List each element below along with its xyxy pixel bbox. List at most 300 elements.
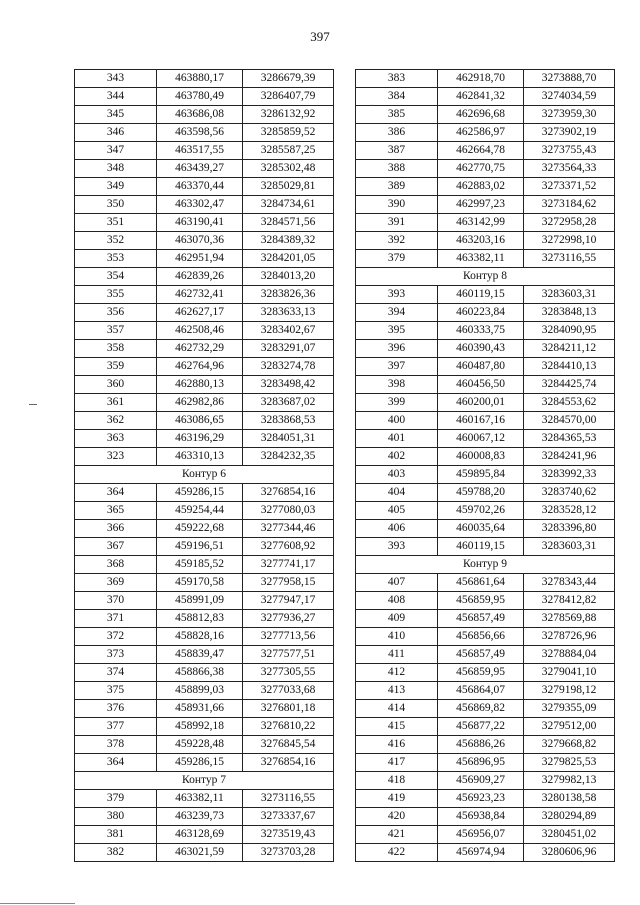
x-coordinate: 458992,18 — [157, 718, 243, 736]
x-coordinate: 456856,66 — [438, 628, 524, 646]
x-coordinate: 463142,99 — [438, 214, 524, 232]
table-row — [356, 88, 615, 106]
point-number: 414 — [356, 700, 438, 718]
y-coordinate: 3284365,53 — [524, 430, 615, 448]
point-number: 404 — [356, 484, 438, 502]
y-coordinate: 3273519,43 — [243, 826, 334, 844]
table-row — [75, 484, 334, 502]
x-coordinate: 460067,12 — [438, 430, 524, 448]
y-coordinate: 3283826,36 — [243, 286, 334, 304]
table-row — [356, 484, 615, 502]
point-number: 377 — [75, 718, 157, 736]
x-coordinate: 462732,29 — [157, 340, 243, 358]
y-coordinate: 3284410,13 — [524, 358, 615, 376]
x-coordinate: 460119,15 — [438, 538, 524, 556]
table-row — [75, 664, 334, 682]
x-coordinate: 456857,49 — [438, 646, 524, 664]
y-coordinate: 3277936,27 — [243, 610, 334, 628]
point-number: 348 — [75, 160, 157, 178]
point-number: 382 — [75, 844, 157, 862]
contour-header: Контур 9 — [356, 556, 615, 574]
table-row — [75, 196, 334, 214]
y-coordinate: 3283396,80 — [524, 520, 615, 538]
table-row — [75, 106, 334, 124]
x-coordinate: 462586,97 — [438, 124, 524, 142]
table-row — [356, 520, 615, 538]
x-coordinate: 463070,36 — [157, 232, 243, 250]
y-coordinate: 3278569,88 — [524, 610, 615, 628]
contour-header-row — [356, 556, 615, 574]
contour-header: Контур 7 — [75, 772, 334, 790]
table-row — [356, 106, 615, 124]
y-coordinate: 3283528,12 — [524, 502, 615, 520]
x-coordinate: 459185,52 — [157, 556, 243, 574]
table-row — [356, 628, 615, 646]
x-coordinate: 459286,15 — [157, 484, 243, 502]
table-row — [75, 628, 334, 646]
table-row — [75, 376, 334, 394]
table-row — [75, 538, 334, 556]
y-coordinate: 3285029,81 — [243, 178, 334, 196]
x-coordinate: 459702,26 — [438, 502, 524, 520]
y-coordinate: 3279041,10 — [524, 664, 615, 682]
x-coordinate: 458866,38 — [157, 664, 243, 682]
contour-header-row — [356, 268, 615, 286]
x-coordinate: 460456,50 — [438, 376, 524, 394]
point-number: 385 — [356, 106, 438, 124]
table-row — [356, 340, 615, 358]
table-row — [75, 736, 334, 754]
point-number: 370 — [75, 592, 157, 610]
table-row — [356, 250, 615, 268]
point-number: 356 — [75, 304, 157, 322]
y-coordinate: 3277947,17 — [243, 592, 334, 610]
y-coordinate: 3283992,33 — [524, 466, 615, 484]
y-coordinate: 3276854,16 — [243, 484, 334, 502]
x-coordinate: 460333,75 — [438, 322, 524, 340]
y-coordinate: 3284090,95 — [524, 322, 615, 340]
table-row — [75, 754, 334, 772]
point-number: 409 — [356, 610, 438, 628]
table-row — [356, 574, 615, 592]
coordinates-table-left — [74, 69, 334, 862]
point-number: 393 — [356, 286, 438, 304]
x-coordinate: 459788,20 — [438, 484, 524, 502]
table-row — [356, 610, 615, 628]
x-coordinate: 462508,46 — [157, 322, 243, 340]
y-coordinate: 3276810,22 — [243, 718, 334, 736]
y-coordinate: 3273116,55 — [524, 250, 615, 268]
point-number: 360 — [75, 376, 157, 394]
y-coordinate: 3279198,12 — [524, 682, 615, 700]
y-coordinate: 3283687,02 — [243, 394, 334, 412]
margin-dash-mark — [29, 404, 37, 405]
point-number: 410 — [356, 628, 438, 646]
x-coordinate: 459895,84 — [438, 466, 524, 484]
y-coordinate: 3284425,74 — [524, 376, 615, 394]
y-coordinate: 3279512,00 — [524, 718, 615, 736]
point-number: 391 — [356, 214, 438, 232]
table-row — [356, 358, 615, 376]
x-coordinate: 460200,01 — [438, 394, 524, 412]
x-coordinate: 463128,69 — [157, 826, 243, 844]
table-row — [75, 682, 334, 700]
table-row — [75, 610, 334, 628]
table-row — [356, 70, 615, 88]
point-number: 378 — [75, 736, 157, 754]
table-row — [75, 430, 334, 448]
y-coordinate: 3279668,82 — [524, 736, 615, 754]
x-coordinate: 458899,03 — [157, 682, 243, 700]
y-coordinate: 3277080,03 — [243, 502, 334, 520]
point-number: 347 — [75, 142, 157, 160]
x-coordinate: 462997,23 — [438, 196, 524, 214]
y-coordinate: 3283848,13 — [524, 304, 615, 322]
x-coordinate: 456859,95 — [438, 664, 524, 682]
table-row — [75, 304, 334, 322]
y-coordinate: 3283291,07 — [243, 340, 334, 358]
point-number: 418 — [356, 772, 438, 790]
table-row — [75, 448, 334, 466]
y-coordinate: 3283633,13 — [243, 304, 334, 322]
table-row — [75, 340, 334, 358]
x-coordinate: 462883,02 — [438, 178, 524, 196]
point-number: 379 — [75, 790, 157, 808]
x-coordinate: 456974,94 — [438, 844, 524, 862]
y-coordinate: 3283603,31 — [524, 538, 615, 556]
y-coordinate: 3286679,39 — [243, 70, 334, 88]
x-coordinate: 459286,15 — [157, 754, 243, 772]
table-row — [75, 160, 334, 178]
point-number: 364 — [75, 484, 157, 502]
x-coordinate: 462839,26 — [157, 268, 243, 286]
y-coordinate: 3280138,58 — [524, 790, 615, 808]
x-coordinate: 462841,32 — [438, 88, 524, 106]
table-row — [356, 178, 615, 196]
table-row — [356, 736, 615, 754]
x-coordinate: 462732,41 — [157, 286, 243, 304]
table-row — [356, 592, 615, 610]
x-coordinate: 463190,41 — [157, 214, 243, 232]
x-coordinate: 462764,96 — [157, 358, 243, 376]
y-coordinate: 3284734,61 — [243, 196, 334, 214]
point-number: 349 — [75, 178, 157, 196]
table-row — [356, 160, 615, 178]
point-number: 354 — [75, 268, 157, 286]
table-row — [75, 556, 334, 574]
table-row — [356, 376, 615, 394]
point-number: 352 — [75, 232, 157, 250]
point-number: 411 — [356, 646, 438, 664]
x-coordinate: 463780,49 — [157, 88, 243, 106]
y-coordinate: 3285302,48 — [243, 160, 334, 178]
x-coordinate: 463203,16 — [438, 232, 524, 250]
y-coordinate: 3285587,25 — [243, 142, 334, 160]
point-number: 386 — [356, 124, 438, 142]
table-row — [75, 250, 334, 268]
y-coordinate: 3273371,52 — [524, 178, 615, 196]
y-coordinate: 3277577,51 — [243, 646, 334, 664]
table-row — [75, 790, 334, 808]
point-number: 406 — [356, 520, 438, 538]
x-coordinate: 463598,56 — [157, 124, 243, 142]
y-coordinate: 3284232,35 — [243, 448, 334, 466]
table-row — [75, 88, 334, 106]
point-number: 381 — [75, 826, 157, 844]
y-coordinate: 3279355,09 — [524, 700, 615, 718]
x-coordinate: 462696,68 — [438, 106, 524, 124]
point-number: 387 — [356, 142, 438, 160]
point-number: 357 — [75, 322, 157, 340]
point-number: 403 — [356, 466, 438, 484]
page-number: 397 — [310, 29, 330, 44]
table-row — [75, 178, 334, 196]
y-coordinate: 3276854,16 — [243, 754, 334, 772]
point-number: 345 — [75, 106, 157, 124]
point-number: 396 — [356, 340, 438, 358]
y-coordinate: 3277958,15 — [243, 574, 334, 592]
x-coordinate: 456869,82 — [438, 700, 524, 718]
footer-rule — [0, 903, 75, 904]
x-coordinate: 456886,26 — [438, 736, 524, 754]
table-row — [356, 430, 615, 448]
coordinates-table-right — [355, 69, 615, 862]
table-row — [356, 196, 615, 214]
point-number: 417 — [356, 754, 438, 772]
y-coordinate: 3284051,31 — [243, 430, 334, 448]
table-row — [356, 826, 615, 844]
point-number: 413 — [356, 682, 438, 700]
table-row — [75, 592, 334, 610]
y-coordinate: 3277344,46 — [243, 520, 334, 538]
y-coordinate: 3278884,04 — [524, 646, 615, 664]
x-coordinate: 463239,73 — [157, 808, 243, 826]
y-coordinate: 3284211,12 — [524, 340, 615, 358]
x-coordinate: 456896,95 — [438, 754, 524, 772]
table-row — [356, 232, 615, 250]
y-coordinate: 3283402,67 — [243, 322, 334, 340]
point-number: 399 — [356, 394, 438, 412]
point-number: 365 — [75, 502, 157, 520]
table-row — [356, 304, 615, 322]
table-row — [75, 394, 334, 412]
x-coordinate: 456956,07 — [438, 826, 524, 844]
table-row — [75, 520, 334, 538]
point-number: 394 — [356, 304, 438, 322]
x-coordinate: 462664,78 — [438, 142, 524, 160]
point-number: 421 — [356, 826, 438, 844]
table-row — [356, 682, 615, 700]
point-number: 402 — [356, 448, 438, 466]
table-row — [356, 448, 615, 466]
y-coordinate: 3284553,62 — [524, 394, 615, 412]
x-coordinate: 463382,11 — [438, 250, 524, 268]
y-coordinate: 3277741,17 — [243, 556, 334, 574]
contour-header: Контур 8 — [356, 268, 615, 286]
y-coordinate: 3273184,62 — [524, 196, 615, 214]
y-coordinate: 3273564,33 — [524, 160, 615, 178]
point-number: 419 — [356, 790, 438, 808]
stray-dot-mark: . — [371, 97, 374, 109]
table-row — [75, 322, 334, 340]
y-coordinate: 3278726,96 — [524, 628, 615, 646]
point-number: 380 — [75, 808, 157, 826]
table-row — [356, 124, 615, 142]
table-row — [75, 268, 334, 286]
y-coordinate: 3276801,18 — [243, 700, 334, 718]
point-number: 389 — [356, 178, 438, 196]
y-coordinate: 3284570,00 — [524, 412, 615, 430]
y-coordinate: 3277608,92 — [243, 538, 334, 556]
table-row — [356, 844, 615, 862]
x-coordinate: 459222,68 — [157, 520, 243, 538]
point-number: 366 — [75, 520, 157, 538]
contour-header: Контур 6 — [75, 466, 334, 484]
y-coordinate: 3283868,53 — [243, 412, 334, 430]
table-row — [356, 322, 615, 340]
y-coordinate: 3284201,05 — [243, 250, 334, 268]
table-row — [356, 466, 615, 484]
x-coordinate: 456864,07 — [438, 682, 524, 700]
table-row — [356, 772, 615, 790]
point-number: 355 — [75, 286, 157, 304]
point-number: 397 — [356, 358, 438, 376]
table-row — [356, 142, 615, 160]
x-coordinate: 460119,15 — [438, 286, 524, 304]
x-coordinate: 456923,23 — [438, 790, 524, 808]
point-number: 359 — [75, 358, 157, 376]
y-coordinate: 3283603,31 — [524, 286, 615, 304]
y-coordinate: 3273959,30 — [524, 106, 615, 124]
y-coordinate: 3280294,89 — [524, 808, 615, 826]
contour-header-row — [75, 466, 334, 484]
table-row — [75, 142, 334, 160]
y-coordinate: 3273703,28 — [243, 844, 334, 862]
point-number: 375 — [75, 682, 157, 700]
point-number: 398 — [356, 376, 438, 394]
x-coordinate: 462918,70 — [438, 70, 524, 88]
x-coordinate: 456877,22 — [438, 718, 524, 736]
x-coordinate: 460008,83 — [438, 448, 524, 466]
x-coordinate: 463880,17 — [157, 70, 243, 88]
x-coordinate: 460223,84 — [438, 304, 524, 322]
point-number: 368 — [75, 556, 157, 574]
point-number: 400 — [356, 412, 438, 430]
y-coordinate: 3272958,28 — [524, 214, 615, 232]
table-row — [356, 790, 615, 808]
table-row — [356, 538, 615, 556]
table-row — [75, 412, 334, 430]
point-number: 412 — [356, 664, 438, 682]
x-coordinate: 463439,27 — [157, 160, 243, 178]
y-coordinate: 3279982,13 — [524, 772, 615, 790]
y-coordinate: 3283498,42 — [243, 376, 334, 394]
x-coordinate: 459196,51 — [157, 538, 243, 556]
y-coordinate: 3274034,59 — [524, 88, 615, 106]
x-coordinate: 458812,83 — [157, 610, 243, 628]
table-row — [75, 358, 334, 376]
x-coordinate: 463021,59 — [157, 844, 243, 862]
table-row — [356, 286, 615, 304]
table-row — [356, 412, 615, 430]
x-coordinate: 460167,16 — [438, 412, 524, 430]
point-number: 408 — [356, 592, 438, 610]
table-row — [356, 808, 615, 826]
point-number: 407 — [356, 574, 438, 592]
y-coordinate: 3286407,79 — [243, 88, 334, 106]
x-coordinate: 460035,64 — [438, 520, 524, 538]
x-coordinate: 463310,13 — [157, 448, 243, 466]
y-coordinate: 3278412,82 — [524, 592, 615, 610]
point-number: 358 — [75, 340, 157, 358]
table-row — [75, 574, 334, 592]
x-coordinate: 463370,44 — [157, 178, 243, 196]
point-number: 323 — [75, 448, 157, 466]
table-row — [75, 232, 334, 250]
y-coordinate: 3277713,56 — [243, 628, 334, 646]
table-row — [75, 826, 334, 844]
x-coordinate: 459170,58 — [157, 574, 243, 592]
point-number: 393 — [356, 538, 438, 556]
table-row — [75, 70, 334, 88]
table-row — [356, 214, 615, 232]
x-coordinate: 458839,47 — [157, 646, 243, 664]
table-row — [356, 502, 615, 520]
x-coordinate: 463302,47 — [157, 196, 243, 214]
table-row — [356, 646, 615, 664]
x-coordinate: 456938,84 — [438, 808, 524, 826]
x-coordinate: 463196,29 — [157, 430, 243, 448]
point-number: 371 — [75, 610, 157, 628]
y-coordinate: 3279825,53 — [524, 754, 615, 772]
point-number: 364 — [75, 754, 157, 772]
y-coordinate: 3273902,19 — [524, 124, 615, 142]
point-number: 383 — [356, 70, 438, 88]
x-coordinate: 463517,55 — [157, 142, 243, 160]
x-coordinate: 463086,65 — [157, 412, 243, 430]
point-number: 361 — [75, 394, 157, 412]
point-number: 390 — [356, 196, 438, 214]
x-coordinate: 463686,08 — [157, 106, 243, 124]
table-row — [75, 646, 334, 664]
point-number: 372 — [75, 628, 157, 646]
x-coordinate: 458991,09 — [157, 592, 243, 610]
x-coordinate: 463382,11 — [157, 790, 243, 808]
x-coordinate: 459228,48 — [157, 736, 243, 754]
point-number: 395 — [356, 322, 438, 340]
y-coordinate: 3284389,32 — [243, 232, 334, 250]
point-number: 350 — [75, 196, 157, 214]
y-coordinate: 3284571,56 — [243, 214, 334, 232]
x-coordinate: 462982,86 — [157, 394, 243, 412]
table-row — [356, 664, 615, 682]
y-coordinate: 3280606,96 — [524, 844, 615, 862]
x-coordinate: 462951,94 — [157, 250, 243, 268]
table-row — [356, 700, 615, 718]
x-coordinate: 458931,66 — [157, 700, 243, 718]
y-coordinate: 3276845,54 — [243, 736, 334, 754]
y-coordinate: 3283740,62 — [524, 484, 615, 502]
table-row — [75, 124, 334, 142]
point-number: 422 — [356, 844, 438, 862]
y-coordinate: 3286132,92 — [243, 106, 334, 124]
y-coordinate: 3277305,55 — [243, 664, 334, 682]
point-number: 401 — [356, 430, 438, 448]
table-row — [75, 502, 334, 520]
point-number: 369 — [75, 574, 157, 592]
point-number: 374 — [75, 664, 157, 682]
x-coordinate: 456857,49 — [438, 610, 524, 628]
